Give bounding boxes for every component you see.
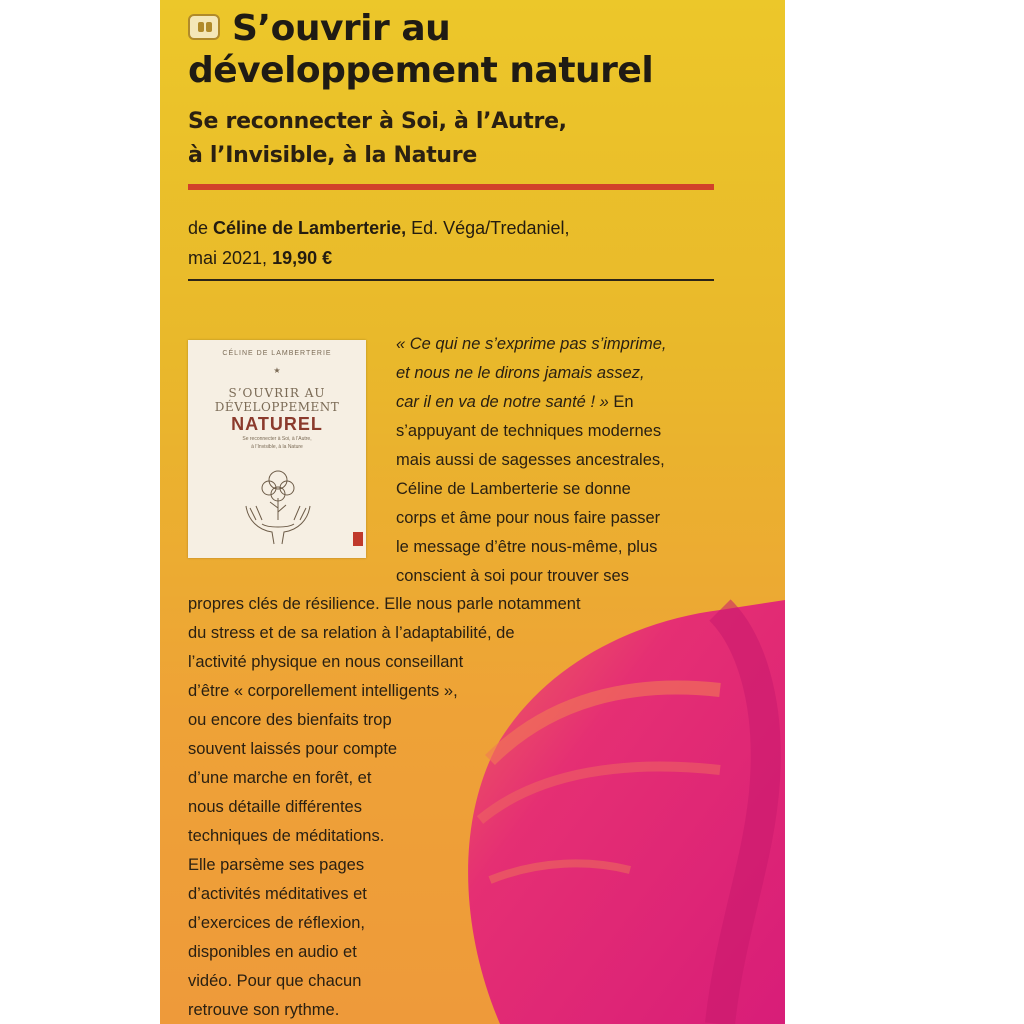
- text-line: propres clés de résilience. Elle nous parle notamment: [188, 595, 581, 613]
- cover-title-line: S’OUVRIR AU: [228, 386, 326, 400]
- hands-tree-illustration: [236, 458, 320, 548]
- publisher-logo: [353, 532, 363, 546]
- text-line: d’exercices de réflexion,: [188, 914, 366, 932]
- text-line: corps et âme pour nous faire passer: [396, 509, 661, 527]
- text-line: d’une marche en forêt, et: [188, 769, 372, 787]
- publication-date: mai 2021,: [188, 248, 273, 268]
- cover-author: CÉLINE DE LAMBERTERIE: [222, 350, 332, 357]
- text-line: vidéo. Pour que chacun: [188, 972, 362, 990]
- article-title: S’ouvrir au développement naturel: [188, 8, 654, 91]
- title-divider: [188, 184, 714, 190]
- quote-tail: En: [608, 393, 634, 411]
- text-line: d’être « corporellement intelligents »,: [188, 682, 458, 700]
- cover-subtitle-line: à l’Invisible, à la Nature: [251, 444, 303, 450]
- cover-title-line: DÉVELOPPEMENT: [214, 400, 340, 414]
- subtitle-line: Se reconnecter à Soi, à l’Autre,: [188, 109, 567, 134]
- quote-line: car il en va de notre santé ! »: [396, 393, 609, 411]
- byline-divider: [188, 279, 714, 281]
- byline: [188, 213, 668, 273]
- author-name: Céline de Lamberterie,: [213, 218, 407, 238]
- cover-title-line: NATUREL: [231, 414, 323, 434]
- text-line: du stress et de sa relation à l’adaptabilité, de: [188, 624, 515, 642]
- text-line: Elle parsème ses pages: [188, 856, 365, 874]
- price: 19,90 €: [272, 248, 333, 268]
- article-subtitle: [188, 105, 748, 173]
- text-line: nous détaille différentes: [188, 798, 362, 816]
- article-text-right-column: [396, 330, 726, 591]
- publisher: Ed. Véga/Tredaniel,: [406, 218, 570, 238]
- text-line: retrouve son rythme.: [188, 1001, 340, 1019]
- cover-star-icon: ★: [273, 366, 281, 375]
- subtitle-line: à l’Invisible, à la Nature: [188, 143, 477, 168]
- cover-subtitle-line: Se reconnecter à Soi, à l’Autre,: [242, 436, 312, 442]
- text-line: l’activité physique en nous conseillant: [188, 653, 464, 671]
- text-line: souvent laissés pour compte: [188, 740, 398, 758]
- text-line: techniques de méditations.: [188, 827, 385, 845]
- text-line: le message d’être nous-même, plus: [396, 538, 658, 556]
- text-line: ou encore des bienfaits trop: [188, 711, 392, 729]
- article-text-body: [188, 590, 618, 1024]
- quote-line: « Ce qui ne s’exprime pas s’imprime,: [396, 335, 667, 353]
- text-line: d’activités méditatives et: [188, 885, 367, 903]
- text-line: mais aussi de sagesses ancestrales,: [396, 451, 665, 469]
- text-line: disponibles en audio et: [188, 943, 357, 961]
- book-cover: [188, 340, 366, 558]
- byline-prefix: de: [188, 218, 214, 238]
- quote-line: et nous ne le dirons jamais assez,: [396, 364, 645, 382]
- article-panel: [160, 0, 785, 1024]
- text-line: conscient à soi pour trouver ses: [396, 567, 629, 585]
- text-line: s’appuyant de techniques modernes: [396, 422, 662, 440]
- text-line: Céline de Lamberterie se donne: [396, 480, 631, 498]
